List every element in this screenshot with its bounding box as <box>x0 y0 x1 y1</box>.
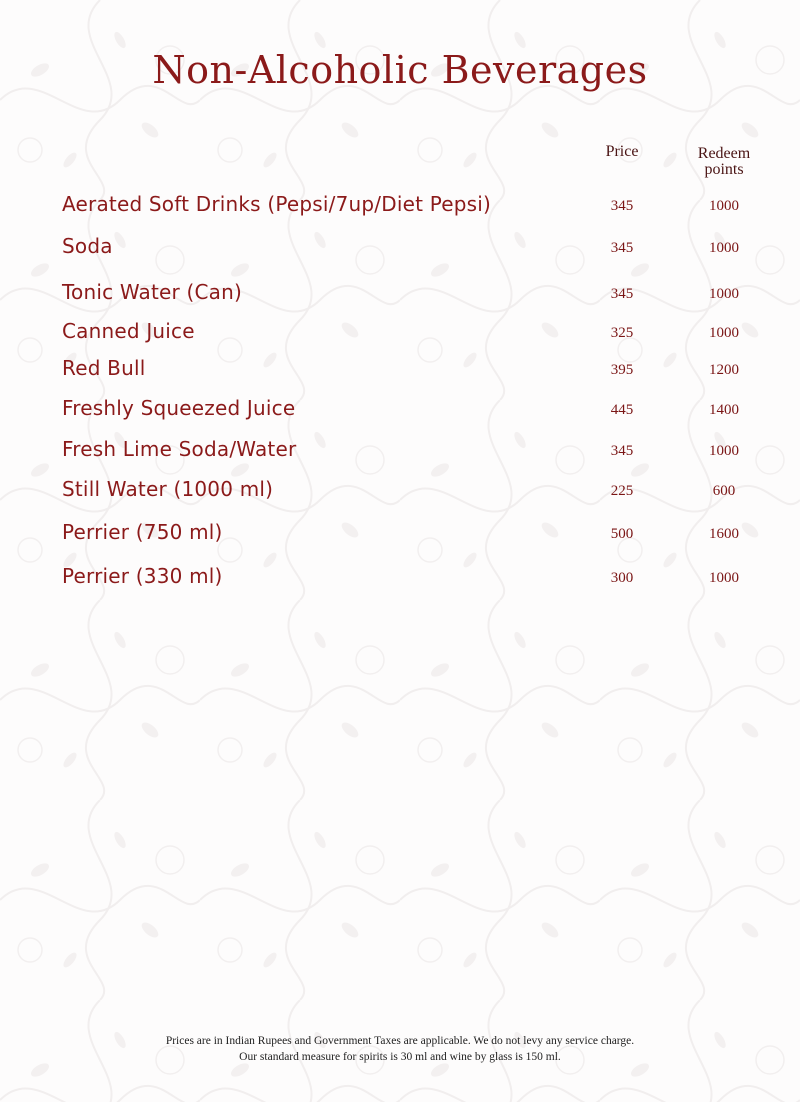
item-price: 345 <box>610 198 634 214</box>
item-points: 1000 <box>709 570 739 586</box>
item-points: 1000 <box>709 198 739 214</box>
redeem-header-line1: Redeem <box>697 145 751 162</box>
item-name: Tonic Water (Can) <box>62 280 243 304</box>
item-points: 1600 <box>709 526 739 542</box>
menu-item-row <box>0 396 800 426</box>
item-price: 345 <box>610 240 634 256</box>
item-price: 445 <box>610 402 634 418</box>
menu-item-row <box>0 564 800 594</box>
item-price: 500 <box>610 526 634 542</box>
item-points: 600 <box>712 483 736 499</box>
item-price: 300 <box>610 570 634 586</box>
item-name: Perrier (750 ml) <box>62 520 223 544</box>
menu-item-row <box>0 477 800 507</box>
menu-item-row <box>0 356 800 386</box>
page-title: Non-Alcoholic Beverages <box>152 48 648 92</box>
item-name: Still Water (1000 ml) <box>62 477 274 501</box>
item-name: Soda <box>62 234 113 258</box>
menu-item-row <box>0 520 800 550</box>
item-name: Red Bull <box>62 356 146 380</box>
footer-notice <box>0 1033 800 1065</box>
menu-item-row <box>0 319 800 349</box>
item-price: 325 <box>610 325 634 341</box>
item-points: 1000 <box>709 325 739 341</box>
item-points: 1200 <box>709 362 739 378</box>
item-name: Perrier (330 ml) <box>62 564 223 588</box>
item-name: Freshly Squeezed Juice <box>62 396 296 420</box>
menu-item-row <box>0 437 800 467</box>
menu-item-row <box>0 192 800 222</box>
item-price: 345 <box>610 443 634 459</box>
price-column-header: Price <box>605 143 639 160</box>
redeem-header-line2: points <box>704 161 744 178</box>
item-price: 345 <box>610 286 634 302</box>
menu-item-row <box>0 234 800 264</box>
item-points: 1000 <box>709 443 739 459</box>
item-points: 1000 <box>709 286 739 302</box>
redeem-points-column-header <box>682 146 766 178</box>
item-price: 395 <box>610 362 634 378</box>
item-points: 1400 <box>709 402 739 418</box>
item-name: Canned Juice <box>62 319 195 343</box>
footer-tax-note: Prices are in Indian Rupees and Government Taxes are applicable. We do not levy any service charge. <box>165 1035 635 1047</box>
menu-item-row <box>0 280 800 310</box>
item-name: Aerated Soft Drinks (Pepsi/7up/Diet Pepsi) <box>62 192 492 216</box>
item-price: 225 <box>610 483 634 499</box>
footer-measure-note: Our standard measure for spirits is 30 ml and wine by glass is 150 ml. <box>239 1051 561 1063</box>
item-points: 1000 <box>709 240 739 256</box>
item-name: Fresh Lime Soda/Water <box>62 437 297 461</box>
